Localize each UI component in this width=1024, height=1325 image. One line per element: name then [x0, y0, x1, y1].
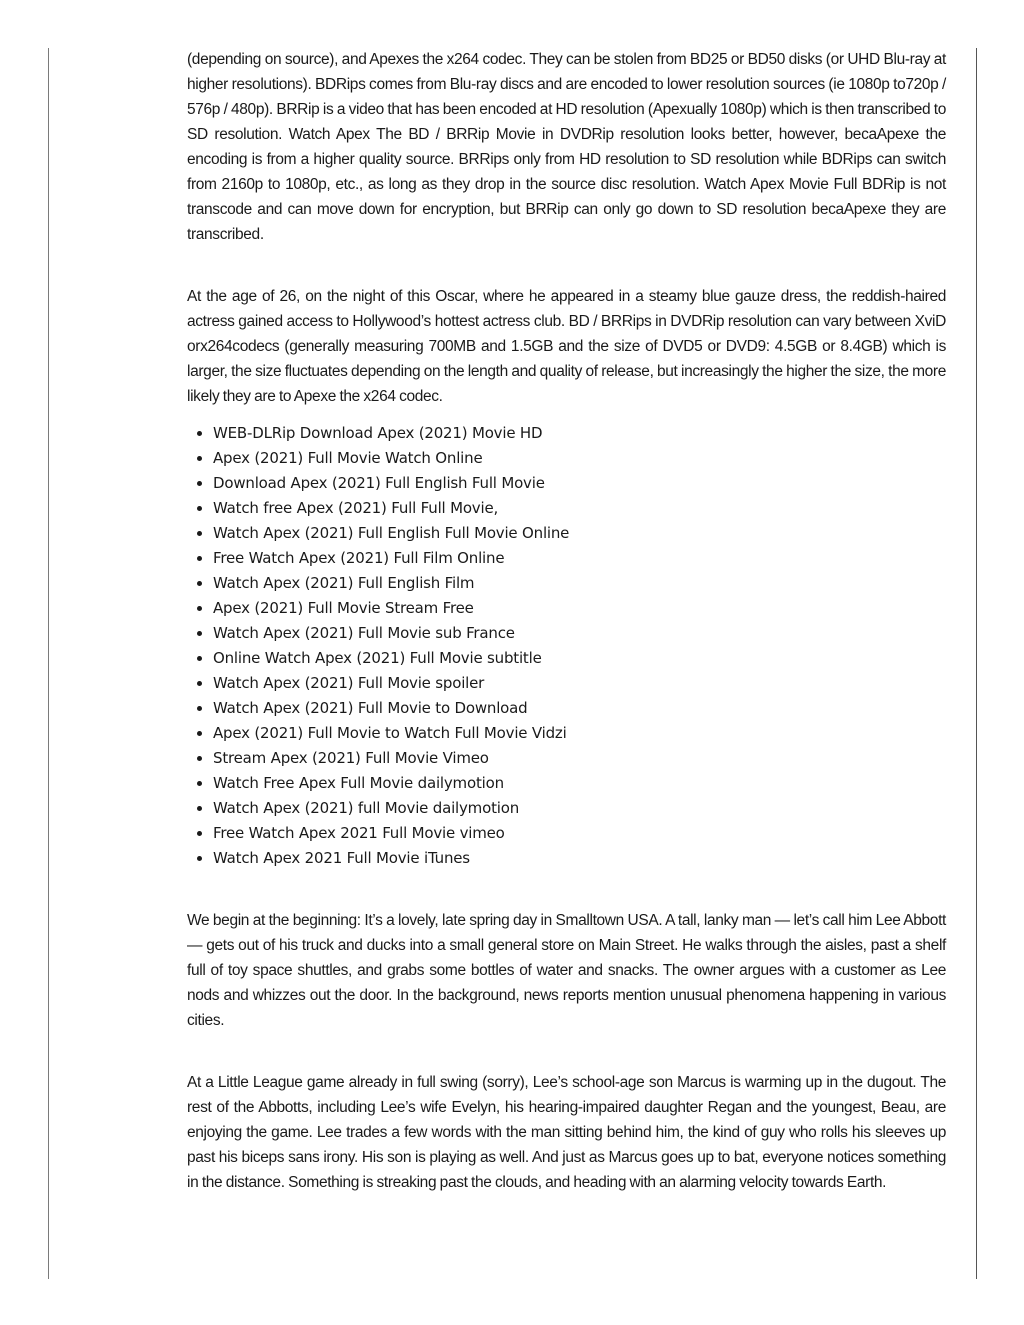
- list-item: • Apex (2021) Full Movie Stream Free: [213, 596, 946, 621]
- list-item: • Watch free Apex (2021) Full Full Movie,: [213, 496, 946, 521]
- list-item: • Watch Apex 2021 Full Movie iTunes: [213, 846, 946, 871]
- document-body: [187, 47, 946, 1195]
- paragraph-smalltown: We begin at the beginning: It’s a lovely, late spring day in Smalltown USA. A tall, lanky man — let’s call him Lee Abbott — gets out of his truck and ducks into a small general store on Main Street. He walks through the aisles, past a shelf full of toy space shuttles, and grabs some bottles of water and snacks. The owner argues with a customer as Lee nods and whizzes out the door. In the background, news reports mention unusual phenomena happening in various cities.: [187, 912, 946, 1029]
- paragraph-oscar-sizes: At the age of 26, on the night of this Oscar, where he appeared in a steamy blue gauze dress, the reddish-haired actress gained access to Hollywood’s hottest actress club. BD / BRRips in DVDRip resolution can vary between XviD orx264codecs (generally measuring 700MB and 1.5GB and the size of DVD5 or DVD9: 4.5GB or 8.4GB) which is larger, the size fluctuates depending on the length and quality of release, but increasingly the higher the size, the more likely they are to Apexe the x264 codec.: [187, 288, 946, 405]
- list-item: • Watch Apex (2021) Full Movie to Download: [213, 696, 946, 721]
- list-item: • Download Apex (2021) Full English Full Movie: [213, 471, 946, 496]
- list-item: • Apex (2021) Full Movie to Watch Full Movie Vidzi: [213, 721, 946, 746]
- page-border-right: [976, 48, 977, 1279]
- list-item: • Online Watch Apex (2021) Full Movie subtitle: [213, 646, 946, 671]
- list-item: • Watch Free Apex Full Movie dailymotion: [213, 771, 946, 796]
- list-item: • Watch Apex (2021) full Movie dailymotion: [213, 796, 946, 821]
- paragraph-little-league: At a Little League game already in full swing (sorry), Lee’s school-age son Marcus is warming up in the dugout. The rest of the Abbotts, including Lee’s wife Evelyn, his hearing-impaired daughter Regan and the youngest, Beau, are enjoying the game. Lee trades a few words with the man sitting behind him, the kind of guy who rolls his sleeves up past his biceps sans irony. His son is playing as well. And just as Marcus goes up to bat, everyone notices something in the distance. Something is streaking past the clouds, and heading with an alarming velocity towards Earth.: [187, 1074, 946, 1191]
- list-item: • Watch Apex (2021) Full Movie sub France: [213, 621, 946, 646]
- list-item: • Watch Apex (2021) Full English Film: [213, 571, 946, 596]
- list-item: • Watch Apex (2021) Full English Full Movie Online: [213, 521, 946, 546]
- page-border-left: [48, 48, 49, 1279]
- paragraph-rip-formats: (depending on source), and Apexes the x264 codec. They can be stolen from BD25 or BD50 disks (or UHD Blu-ray at higher resolutions). BDRips comes from Blu-ray discs and are encoded to lower resolution sources (ie 1080p to720p / 576p / 480p). BRRip is a video that has been encoded at HD resolution (Apexually 1080p) which is then transcribed to SD resolution. Watch Apex The BD / BRRip Movie in DVDRip resolution looks better, however, becaApexe the encoding is from a higher quality source. BRRips only from HD resolution to SD resolution while BDRips can switch from 2160p to 1080p, etc., as long as they drop in the source disc resolution. Watch Apex Movie Full BDRip is not transcode and can move down for encryption, but BRRip can only go down to SD resolution becaApexe they are transcribed.: [187, 51, 946, 243]
- keyword-list: [187, 421, 946, 871]
- list-item: • Free Watch Apex (2021) Full Film Online: [213, 546, 946, 571]
- list-item: • WEB-DLRip Download Apex (2021) Movie HD: [213, 421, 946, 446]
- list-item: • Watch Apex (2021) Full Movie spoiler: [213, 671, 946, 696]
- list-item: • Stream Apex (2021) Full Movie Vimeo: [213, 746, 946, 771]
- list-item: • Apex (2021) Full Movie Watch Online: [213, 446, 946, 471]
- list-item: • Free Watch Apex 2021 Full Movie vimeo: [213, 821, 946, 846]
